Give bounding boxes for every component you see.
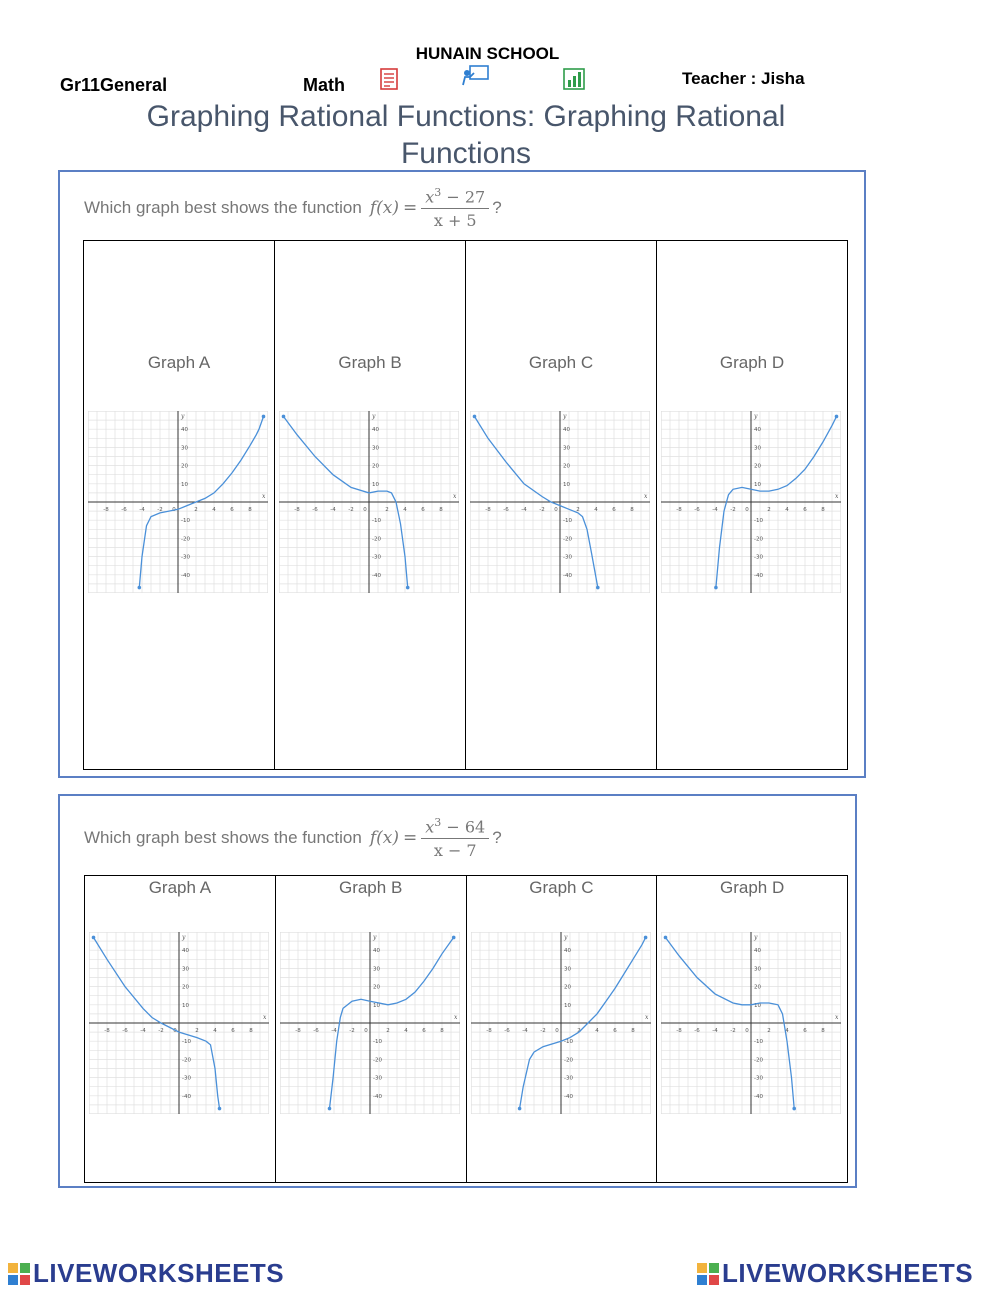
x-tick-label: 6	[803, 1028, 807, 1034]
x-tick-label: -8	[104, 1028, 110, 1034]
y-tick-label: 20	[372, 984, 380, 991]
y-axis-label: y	[754, 413, 758, 420]
y-axis-label: y	[563, 413, 567, 420]
x-tick-label: -6	[503, 1028, 510, 1034]
question-panel-2	[58, 794, 857, 1188]
curve-endpoint	[793, 1107, 797, 1111]
numerator-rest: − 27	[441, 187, 486, 207]
y-tick-label: 30	[754, 445, 761, 452]
y-tick-label: -30	[563, 554, 572, 561]
y-tick-label: 10	[372, 481, 379, 488]
equals-sign: =	[402, 828, 418, 849]
fraction	[421, 186, 489, 230]
x-tick-label: -4	[139, 507, 145, 513]
y-tick-label: -30	[372, 554, 381, 561]
x-tick-label: 6	[422, 1028, 426, 1034]
x-tick-label: -8	[295, 1028, 301, 1034]
denominator: x − 7	[433, 841, 477, 861]
graph-label: Graph D	[719, 353, 785, 372]
numerator-exponent: 3	[434, 816, 442, 829]
x-tick-label: -4	[140, 1028, 146, 1034]
y-tick-label: -20	[754, 536, 763, 543]
y-tick-label: -10	[181, 518, 190, 525]
x-axis-label: x	[453, 493, 457, 500]
x-tick-label: -8	[294, 507, 300, 513]
y-tick-label: -10	[563, 1039, 573, 1046]
y-tick-label: 40	[372, 948, 380, 955]
x-tick-label: 0	[554, 507, 558, 513]
curve-endpoint	[517, 1107, 521, 1111]
option-graph-b[interactable]	[275, 876, 466, 1182]
curve-endpoint	[327, 1107, 331, 1111]
y-tick-label: 40	[182, 948, 189, 955]
graph-plot	[471, 932, 651, 1114]
worksheet-title: Graphing Rational Functions: Graphing Rational Functions	[146, 100, 786, 170]
liveworksheets-badge-icon	[8, 1263, 30, 1285]
option-graph-a[interactable]	[85, 876, 275, 1182]
x-tick-label: -8	[676, 507, 682, 513]
graph-plot	[470, 411, 650, 593]
y-tick-label: 10	[372, 1002, 380, 1009]
x-tick-label: 0	[364, 1028, 368, 1034]
x-tick-label: 2	[767, 507, 771, 513]
x-tick-label: -2	[539, 507, 545, 513]
graph-plot	[89, 932, 269, 1114]
y-axis-label: y	[181, 413, 185, 420]
y-tick-label: 30	[563, 445, 570, 452]
numerator-exponent: 3	[434, 186, 442, 199]
subject-label: Math	[303, 75, 345, 95]
option-graph-c[interactable]	[465, 241, 656, 769]
y-tick-label: 40	[563, 948, 571, 955]
x-tick-label: 8	[821, 1028, 825, 1034]
question-prefix: Which graph best shows the function	[84, 828, 362, 848]
x-axis-label: x	[644, 493, 648, 500]
graph-label: Graph B	[338, 878, 403, 897]
y-tick-label: 20	[563, 463, 570, 470]
x-tick-label: 4	[594, 1028, 599, 1034]
y-tick-label: -10	[372, 518, 381, 525]
y-tick-label: -10	[754, 1039, 764, 1046]
x-tick-label: 2	[576, 1028, 581, 1034]
y-tick-label: -10	[182, 1039, 191, 1046]
y-tick-label: 40	[754, 427, 761, 434]
x-tick-label: 6	[231, 1028, 235, 1034]
function-name: f(x)	[369, 198, 399, 219]
x-tick-label: 8	[630, 1028, 635, 1034]
y-tick-label: 40	[563, 427, 570, 434]
x-tick-label: 8	[439, 507, 443, 513]
option-graph-a[interactable]	[84, 241, 274, 769]
y-tick-label: -20	[182, 1057, 191, 1064]
y-tick-label: 20	[372, 463, 379, 470]
y-axis-label: y	[182, 934, 186, 941]
curve-endpoint	[835, 415, 839, 419]
equals-sign: =	[402, 198, 418, 219]
y-tick-label: -20	[372, 536, 381, 543]
y-tick-label: 20	[181, 463, 188, 470]
graph-label: Graph B	[338, 353, 402, 372]
x-tick-label: 8	[248, 507, 252, 513]
denominator: x + 5	[433, 211, 477, 231]
y-tick-label: 40	[372, 427, 379, 434]
y-tick-label: 30	[372, 445, 379, 452]
x-tick-label: 6	[612, 507, 616, 513]
y-tick-label: -40	[181, 572, 190, 579]
x-tick-label: -2	[730, 507, 736, 513]
y-tick-label: -40	[182, 1093, 191, 1100]
x-tick-label: 4	[212, 507, 216, 513]
curve-endpoint	[406, 586, 410, 590]
y-tick-label: 10	[182, 1002, 189, 1009]
y-tick-label: -30	[181, 554, 190, 561]
x-tick-label: 2	[194, 507, 198, 513]
x-axis-label: x	[835, 493, 839, 500]
x-tick-label: -2	[158, 1028, 164, 1034]
y-tick-label: -40	[754, 572, 763, 579]
x-tick-label: 4	[213, 1028, 217, 1034]
y-axis-label: y	[754, 934, 758, 941]
grade-label: Gr11General	[60, 75, 168, 95]
y-tick-label: 10	[754, 1002, 762, 1009]
y-tick-label: -40	[563, 572, 572, 579]
y-tick-label: 30	[182, 966, 189, 973]
x-tick-label: -6	[312, 507, 318, 513]
x-tick-label: -2	[349, 1028, 355, 1034]
x-tick-label: 2	[385, 507, 389, 513]
curve-endpoint	[262, 415, 266, 419]
x-tick-label: -2	[157, 507, 163, 513]
x-tick-label: -4	[712, 507, 718, 513]
graph-plot	[88, 411, 268, 593]
x-tick-label: 0	[173, 1028, 177, 1034]
y-tick-label: -30	[182, 1075, 191, 1082]
presentation-icon	[462, 64, 490, 86]
x-tick-label: -6	[503, 507, 509, 513]
x-tick-label: -2	[348, 507, 354, 513]
curve-endpoint	[643, 936, 647, 940]
liveworksheets-logo-left: LIVEWORKSHEETS	[8, 1258, 284, 1289]
y-tick-label: 20	[754, 463, 761, 470]
option-graph-c[interactable]	[466, 876, 657, 1182]
curve-endpoint	[92, 936, 96, 940]
y-tick-label: 40	[181, 427, 188, 434]
x-tick-label: -2	[730, 1028, 736, 1034]
option-graph-d[interactable]	[656, 876, 847, 1182]
numerator-rest: − 64	[441, 817, 486, 837]
curve-endpoint	[218, 1107, 222, 1111]
y-tick-label: -20	[181, 536, 190, 543]
x-tick-label: 8	[249, 1028, 253, 1034]
question-mark: ?	[492, 828, 502, 848]
question-text-1	[84, 186, 502, 230]
function-name: f(x)	[369, 828, 399, 849]
y-tick-label: 10	[754, 481, 761, 488]
y-axis-label: y	[372, 413, 376, 420]
graph-plot	[661, 411, 841, 593]
y-tick-label: 20	[754, 984, 762, 991]
x-tick-label: 4	[404, 1028, 408, 1034]
graph-label: Graph D	[720, 878, 785, 897]
y-tick-label: 20	[182, 984, 189, 991]
y-axis-label: y	[563, 934, 567, 941]
y-tick-label: -30	[754, 554, 763, 561]
x-tick-label: -8	[676, 1028, 682, 1034]
x-tick-label: 8	[821, 507, 825, 513]
x-tick-label: -6	[122, 1028, 128, 1034]
x-tick-label: 0	[745, 1028, 749, 1034]
numerator-base: x	[425, 187, 435, 207]
x-tick-label: 6	[803, 507, 807, 513]
x-tick-label: -4	[330, 507, 336, 513]
option-graph-b[interactable]	[274, 241, 465, 769]
y-tick-label: 30	[754, 966, 762, 973]
y-tick-label: 30	[372, 966, 380, 973]
graph-plot	[279, 411, 459, 593]
x-tick-label: 6	[421, 507, 425, 513]
x-tick-label: 2	[195, 1028, 199, 1034]
graph-label: Graph A	[147, 353, 211, 372]
x-tick-label: -4	[712, 1028, 718, 1034]
x-tick-label: 4	[785, 507, 789, 513]
x-tick-label: 4	[785, 1028, 789, 1034]
x-tick-label: -6	[694, 1028, 700, 1034]
chart-icon	[563, 68, 585, 90]
graph-label: Graph A	[148, 878, 212, 897]
graph-label: Graph C	[529, 878, 594, 897]
x-tick-label: 2	[767, 1028, 771, 1034]
curve-endpoint	[452, 936, 456, 940]
x-tick-label: -4	[331, 1028, 337, 1034]
question-text-2	[84, 816, 502, 860]
y-tick-label: -20	[372, 1057, 382, 1064]
numerator-base: x	[425, 817, 435, 837]
y-tick-label: 10	[563, 1002, 571, 1009]
x-axis-label: x	[263, 1014, 267, 1021]
x-tick-label: -6	[313, 1028, 319, 1034]
x-tick-label: -2	[539, 1028, 546, 1034]
y-tick-label: -30	[754, 1075, 764, 1082]
curve-endpoint	[473, 415, 477, 419]
graph-plot	[661, 932, 841, 1114]
question-prefix: Which graph best shows the function	[84, 198, 362, 218]
x-tick-label: -6	[121, 507, 127, 513]
x-tick-label: 8	[440, 1028, 444, 1034]
y-tick-label: -10	[563, 518, 572, 525]
x-tick-label: 6	[612, 1028, 617, 1034]
y-tick-label: 30	[181, 445, 188, 452]
curve-endpoint	[714, 586, 718, 590]
x-tick-label: 6	[230, 507, 234, 513]
y-tick-label: 30	[563, 966, 571, 973]
answer-options-1	[83, 240, 848, 770]
option-graph-d[interactable]	[656, 241, 847, 769]
y-tick-label: -40	[372, 572, 381, 579]
question-mark: ?	[492, 198, 502, 218]
x-tick-label: -4	[521, 1028, 528, 1034]
y-tick-label: -20	[754, 1057, 764, 1064]
x-tick-label: 0	[554, 1028, 559, 1034]
y-tick-label: -30	[563, 1075, 573, 1082]
curve-endpoint	[596, 586, 600, 590]
x-tick-label: -4	[521, 507, 527, 513]
x-tick-label: 2	[576, 507, 580, 513]
y-tick-label: -40	[372, 1093, 382, 1100]
graph-plot	[280, 932, 460, 1114]
teacher-label: Teacher : Jisha	[682, 69, 805, 88]
curve-endpoint	[282, 415, 286, 419]
x-axis-label: x	[835, 1014, 839, 1021]
y-tick-label: -10	[754, 518, 763, 525]
y-axis-label: y	[372, 934, 377, 941]
x-tick-label: -8	[103, 507, 109, 513]
x-axis-label: x	[262, 493, 266, 500]
x-tick-label: 8	[630, 507, 634, 513]
x-axis-label: x	[644, 1014, 648, 1021]
y-tick-label: 40	[754, 948, 762, 955]
x-axis-label: x	[453, 1014, 458, 1021]
x-tick-label: -8	[485, 507, 491, 513]
y-tick-label: 20	[563, 984, 571, 991]
y-tick-label: -10	[372, 1039, 382, 1046]
y-tick-label: -40	[754, 1093, 764, 1100]
y-tick-label: 10	[181, 481, 188, 488]
y-tick-label: -20	[563, 1057, 573, 1064]
x-tick-label: -6	[694, 507, 700, 513]
fraction	[421, 816, 489, 860]
y-tick-label: -40	[563, 1093, 573, 1100]
liveworksheets-badge-icon	[697, 1263, 719, 1285]
x-tick-label: 4	[594, 507, 598, 513]
x-tick-label: 0	[745, 507, 749, 513]
answer-options-2	[84, 875, 848, 1183]
y-tick-label: -30	[372, 1075, 382, 1082]
x-tick-label: 0	[363, 507, 367, 513]
worksheet-icon	[380, 68, 398, 90]
question-panel-1	[58, 170, 866, 778]
x-tick-label: 2	[386, 1028, 390, 1034]
graph-label: Graph C	[528, 353, 594, 372]
x-tick-label: 4	[403, 507, 407, 513]
x-tick-label: 0	[172, 507, 176, 513]
curve-endpoint	[664, 936, 668, 940]
y-tick-label: -20	[563, 536, 572, 543]
y-tick-label: 10	[563, 481, 570, 488]
x-tick-label: -8	[485, 1028, 492, 1034]
curve-endpoint	[138, 586, 142, 590]
school-name: HUNAIN SCHOOL	[415, 44, 560, 63]
liveworksheets-logo-right: LIVEWORKSHEETS	[697, 1258, 973, 1289]
